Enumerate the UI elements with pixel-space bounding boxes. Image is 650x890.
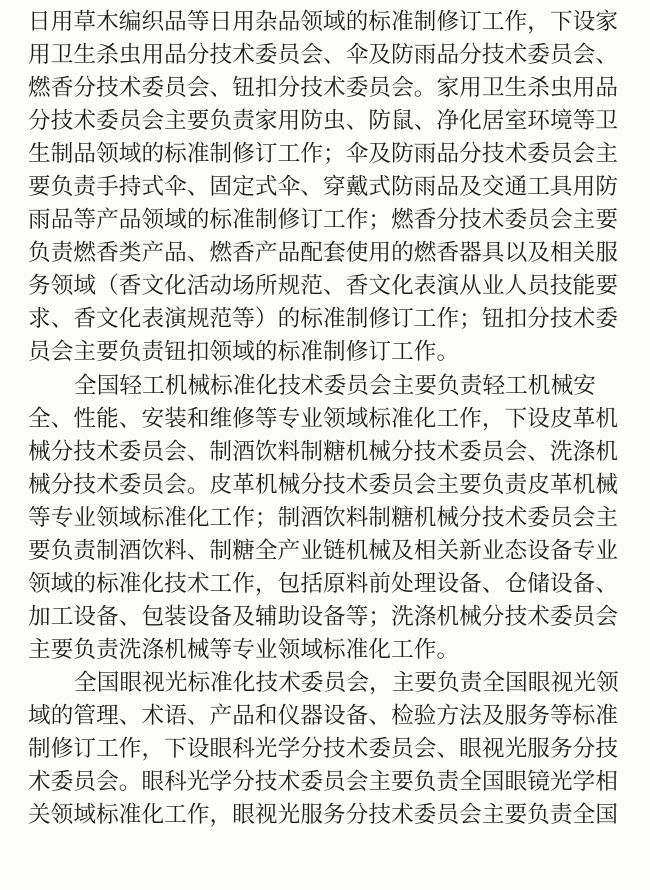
text-line: 全、性能、安装和维修等专业领域标准化工作，下设皮革机 bbox=[28, 405, 619, 432]
text-line: 术委员会。眼科光学分技术委员会主要负责全国眼镜光学相 bbox=[28, 769, 619, 796]
text-line: 域的管理、术语、产品和仪器设备、检验方法及服务等标准 bbox=[28, 702, 619, 729]
text-line: 等专业领域标准化工作；制酒饮料制糖机械分技术委员会主 bbox=[28, 504, 619, 531]
paragraph-first-line: 全国轻工机械标准化技术委员会主要负责轻工机械安 bbox=[74, 372, 596, 399]
document-body bbox=[28, 6, 628, 832]
text-line: 务领域（香文化活动场所规范、香文化表演从业人员技能要 bbox=[28, 273, 619, 300]
text-line: 领域的标准化技术工作，包括原料前处理设备、仓储设备、 bbox=[28, 570, 619, 597]
text-line: 负责燃香类产品、燃香产品配套使用的燃香器具以及相关服 bbox=[28, 240, 619, 267]
text-line: 员会主要负责钮扣领域的标准制修订工作。 bbox=[28, 339, 460, 366]
text-line: 用卫生杀虫用品分技术委员会、伞及防雨品分技术委员会、 bbox=[28, 42, 619, 69]
text-line: 要负责制酒饮料、制糖全产业链机械及相关新业态设备专业 bbox=[28, 537, 619, 564]
text-line: 加工设备、包装设备及辅助设备等；洗涤机械分技术委员会 bbox=[28, 603, 619, 630]
text-line: 要负责手持式伞、固定式伞、穿戴式防雨品及交通工具用防 bbox=[28, 174, 619, 201]
text-line: 主要负责洗涤机械等专业领域标准化工作。 bbox=[28, 636, 460, 663]
text-line: 械分技术委员会。皮革机械分技术委员会主要负责皮革机械 bbox=[28, 471, 619, 498]
text-line: 分技术委员会主要负责家用防虫、防鼠、净化居室环境等卫 bbox=[28, 108, 619, 135]
text-line: 燃香分技术委员会、钮扣分技术委员会。家用卫生杀虫用品 bbox=[28, 75, 619, 102]
text-line: 生制品领域的标准制修订工作；伞及防雨品分技术委员会主 bbox=[28, 141, 619, 168]
text-line: 制修订工作，下设眼科光学分技术委员会、眼视光服务分技 bbox=[28, 736, 619, 763]
text-line: 日用草木编织品等日用杂品领域的标准制修订工作，下设家 bbox=[28, 9, 619, 35]
text-line: 雨品等产品领域的标准制修订工作；燃香分技术委员会主要 bbox=[28, 207, 619, 234]
text-line: 关领域标准化工作，眼视光服务分技术委员会主要负责全国 bbox=[28, 802, 619, 829]
text-line: 求、香文化表演规范等）的标准制修订工作；钮扣分技术委 bbox=[28, 306, 619, 333]
text-line: 械分技术委员会、制酒饮料制糖机械分技术委员会、洗涤机 bbox=[28, 438, 619, 465]
paragraph-first-line: 全国眼视光标准化技术委员会，主要负责全国眼视光领 bbox=[74, 669, 619, 696]
